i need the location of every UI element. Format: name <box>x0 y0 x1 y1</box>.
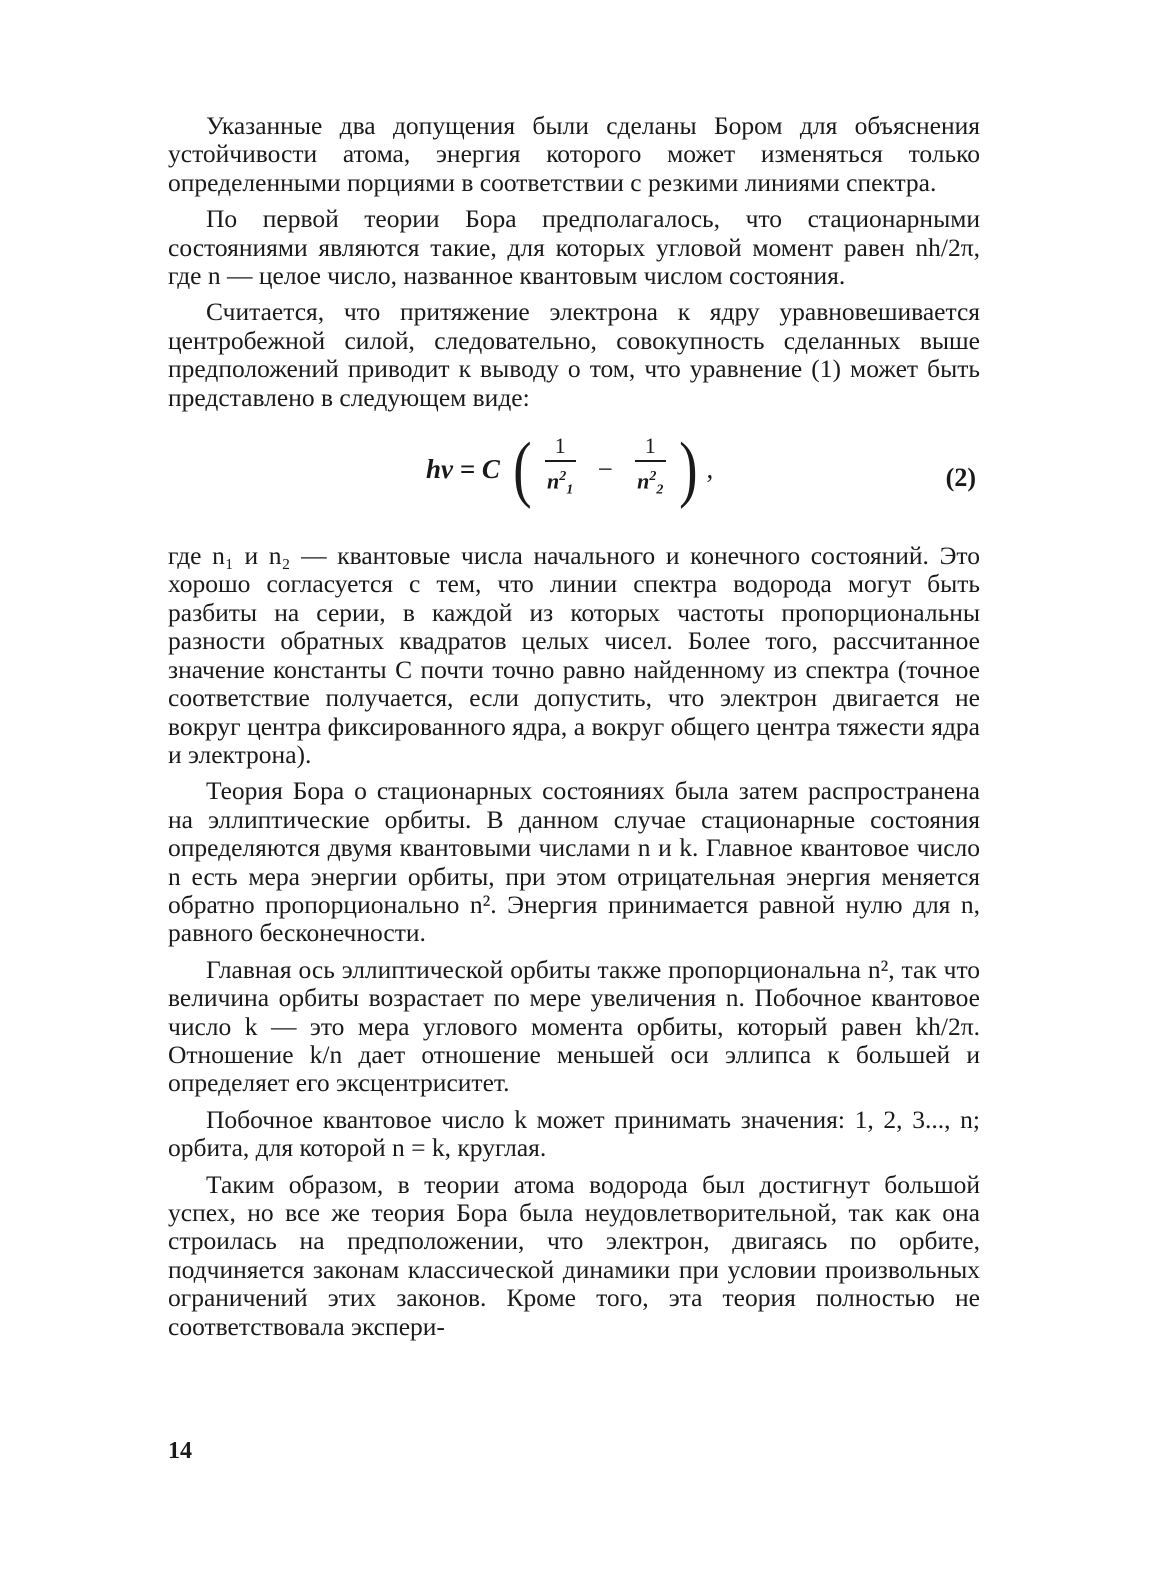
paragraph-3: Считается, что притяжение электрона к ядру уравновешивается центробежной силой, следовательно, совокупность сделанных выше предположений приводит к выводу о том, что уравнение (1) может быть представлено в следующем виде: <box>168 297 980 412</box>
fraction-2-denominator: $n^2_2$ <box>637 468 664 498</box>
equation-number: (2) <box>945 463 976 493</box>
fraction-1-numerator: 1 <box>545 432 576 462</box>
paragraph-6: Главная ось эллиптической орбиты также пропорциональна n², так что величина орбиты возрастает по мере увеличения n. Побочное квантовое число k — это мера углового момента орбиты, который равен kh/2π. Отношение k/n дает отношение меньшей оси эллипса к большей и определяет его эксцентриситет. <box>168 954 980 1098</box>
left-paren: ( <box>512 428 532 511</box>
paragraph-4: где n₁ и n₂ — квантовые числа начального и конечного состояний. Это хорошо согласуется с тем, что линии спектра водорода могут быть разбиты на серии, в каждой из которых частоты пропорциональны разности обратных квадратов целых чисел. Более того, рассчитанное значение константы C почти точно равно найденному из спектра (точное соответствие получается, если допустить, что электрон двигается не вокруг центра фиксированного ядра, а вокруг общего центра тяжести ядра и электрона). <box>168 541 980 769</box>
fraction-2-numerator: 1 <box>635 432 666 462</box>
body-text <box>168 112 980 1349</box>
fraction-2 <box>635 432 666 506</box>
paragraph-5: Теория Бора о стационарных состояниях была затем распространена на эллиптические орбиты. В данном случае стационарные состояния определяются двумя квантовыми числами n и k. Главное квантовое число n есть мера энергии орбиты, при этом отрицательная энергия меняется обратно пропорционально n². Энергия принимается равной нулю для n, равного бесконечности. <box>168 776 980 948</box>
paragraph-8: Таким образом, в теории атома водорода был достигнут большой успех, но все же теория Бора была неудовлетворительной, так как она строилась на предположении, что электрон, двигаясь по орбите, подчиняется законам классической динамики при условии произвольных ограничений этих законов. Кроме того, эта теория полностью не соответствовала экспери- <box>168 1169 980 1341</box>
paragraph-7: Побочное квантовое число k может принимать значения: 1, 2, 3..., n; орбита, для которой n = k, круглая. <box>168 1104 980 1163</box>
right-paren: ) <box>678 428 698 511</box>
paragraph-2: По первой теории Бора предполагалось, что стационарными состояниями являются такие, для которых угловой момент равен nh/2π, где n — целое число, названное квантовым числом состояния. <box>168 204 980 291</box>
formula-lhs: hν = C <box>426 453 500 484</box>
minus-sign: − <box>597 453 613 484</box>
formula-comma: , <box>706 453 714 484</box>
fraction-1-denominator: $n^2_1$ <box>546 468 574 498</box>
paragraph-1: Указанные два допущения были сделаны Бором для объяснения устойчивости атома, энергия которого может изменяться только определенными порциями в соответствии с резкими линиями спектра. <box>168 111 980 197</box>
formula <box>426 428 714 511</box>
equation-2 <box>168 422 980 528</box>
fraction-1 <box>545 432 576 506</box>
page-number: 14 <box>168 1438 192 1464</box>
